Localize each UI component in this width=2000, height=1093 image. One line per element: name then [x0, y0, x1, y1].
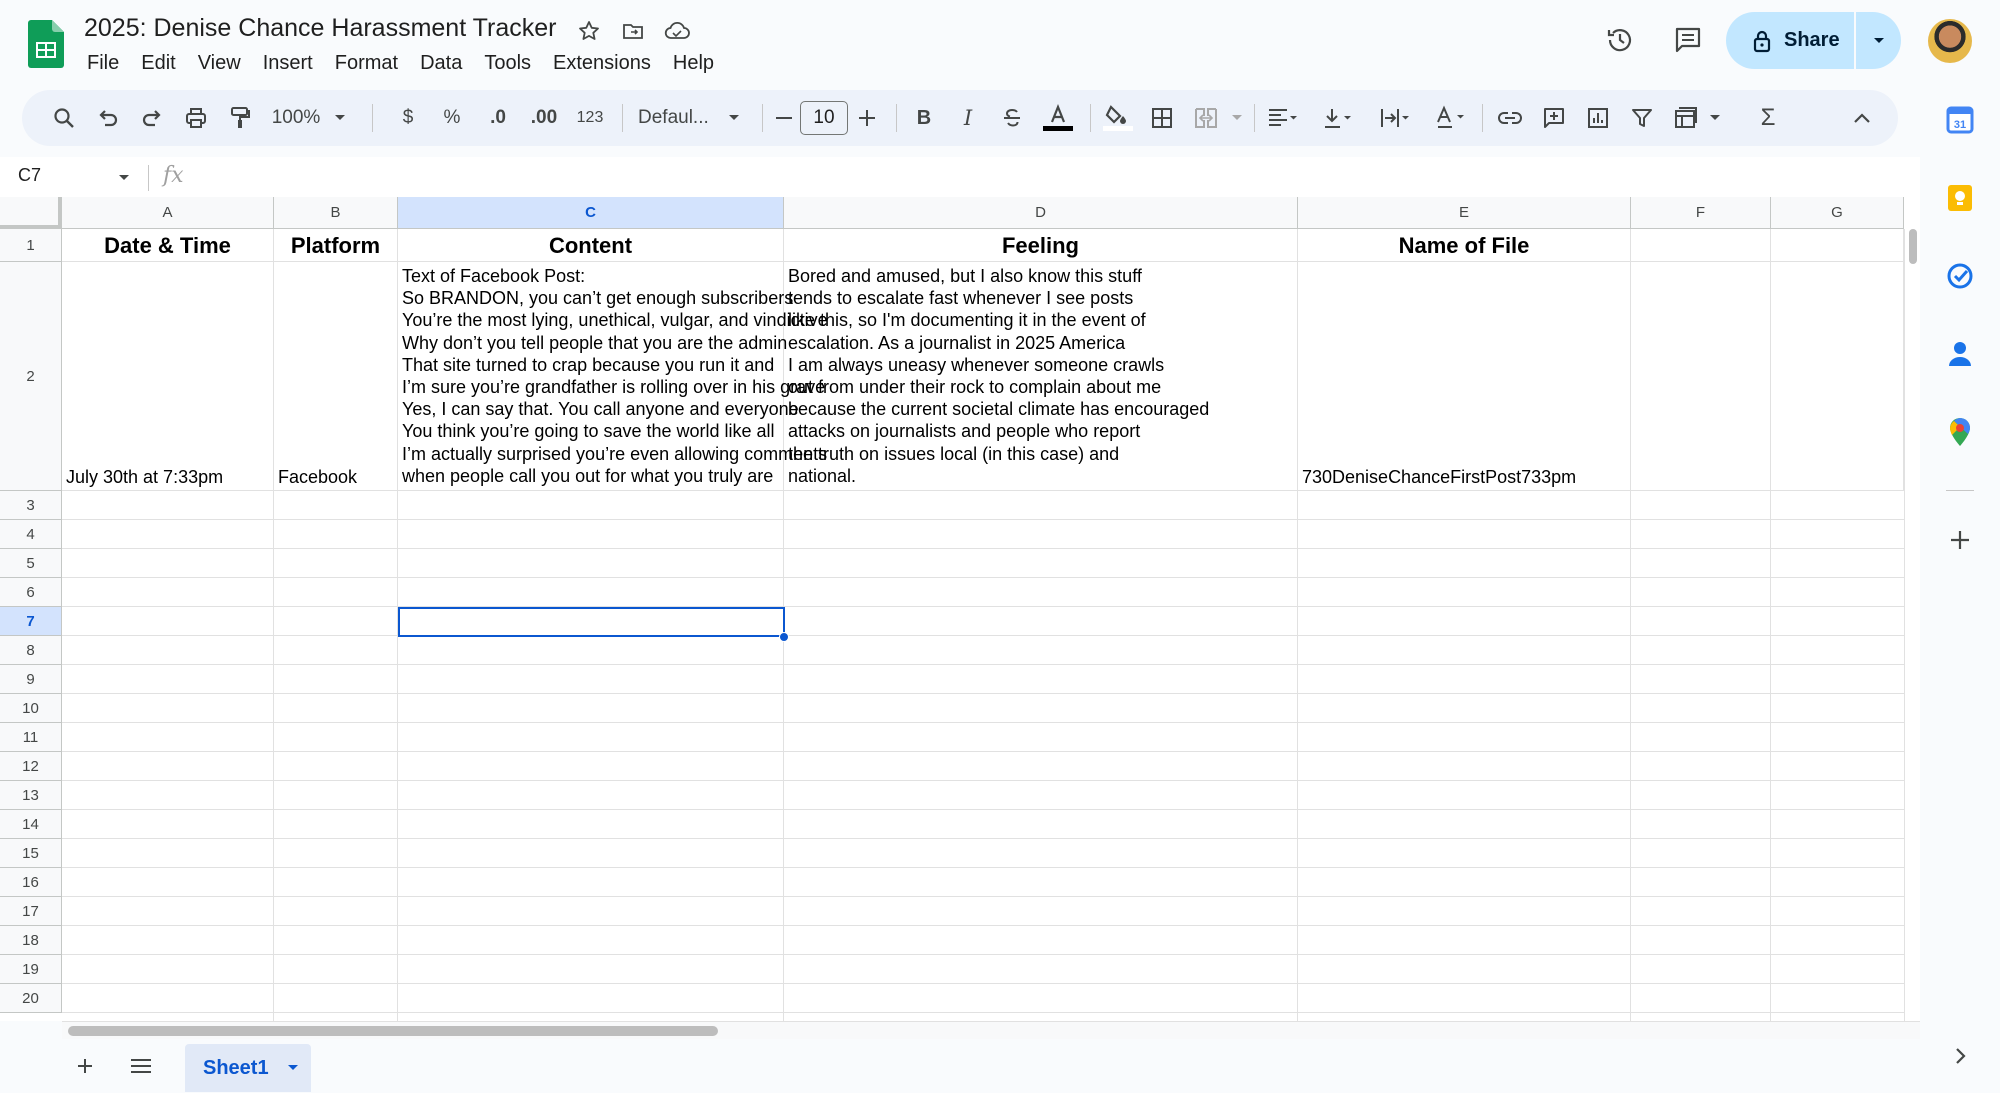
redo-icon[interactable]	[132, 90, 172, 146]
cell-g1[interactable]	[1771, 229, 1904, 262]
row-header-7[interactable]: 7	[0, 607, 62, 636]
menu-format[interactable]: Format	[334, 52, 399, 74]
row-header-16[interactable]: 16	[0, 868, 62, 897]
fill-color-icon[interactable]	[1098, 90, 1138, 146]
insert-comment-icon[interactable]	[1534, 90, 1574, 146]
zoom-select[interactable]: 100%	[271, 107, 321, 128]
column-header-g[interactable]: G	[1771, 197, 1904, 229]
toolbar-divider	[372, 104, 373, 132]
toolbar-divider	[896, 104, 897, 132]
cell-a1[interactable]: Date & Time	[62, 229, 274, 262]
sheet-bar	[0, 1039, 1920, 1093]
row-header-17[interactable]: 17	[0, 897, 62, 926]
text-color-icon[interactable]	[1038, 90, 1078, 146]
merge-dropdown-icon	[1228, 90, 1246, 146]
cell-d2[interactable]: Bored and amused, but I also know this stuff tends to escalate fast whenever I see posts like this, so I'm documenting it in the event of escalation. As a journalist in 2025 America I am always uneasy whenever someone crawls out from under their rock to complain about me because the current societal climate has encouraged attacks on journalists and people who report the truth on issues local (in this case) and national.	[784, 262, 1298, 491]
title-actions	[574, 16, 692, 46]
move-to-folder-icon[interactable]	[618, 16, 648, 46]
cell-f2[interactable]	[1631, 262, 1771, 491]
add-sheet-icon[interactable]	[70, 1051, 100, 1081]
keep-icon[interactable]	[1940, 178, 1980, 218]
merge-cells-icon	[1186, 90, 1226, 146]
collapse-toolbar-icon[interactable]	[1842, 90, 1882, 146]
cell-b1[interactable]: Platform	[274, 229, 398, 262]
increase-font-size-icon[interactable]	[852, 90, 882, 146]
column-header-e[interactable]: E	[1298, 197, 1631, 229]
cell-f1[interactable]	[1631, 229, 1771, 262]
menu-bar	[76, 50, 725, 77]
menu-tools[interactable]: Tools	[484, 52, 532, 74]
decrease-decimal-button[interactable]: .0	[490, 107, 506, 128]
svg-text:31: 31	[1953, 119, 1967, 131]
row-header-5[interactable]: 5	[0, 549, 62, 578]
cell-e2[interactable]: 730DeniseChanceFirstPost733pm	[1298, 262, 1631, 491]
cell-b2[interactable]: Facebook	[274, 262, 398, 491]
version-history-icon[interactable]	[1600, 20, 1640, 60]
share-label: Share	[1784, 29, 1840, 51]
menu-file[interactable]: File	[87, 52, 120, 74]
vertical-scrollbar[interactable]	[1904, 229, 1920, 1021]
cell-d1[interactable]: Feeling	[784, 229, 1298, 262]
caret-down-icon	[1872, 36, 1886, 46]
column-header-c[interactable]: C	[398, 197, 784, 229]
bold-icon[interactable]: B	[916, 106, 932, 129]
strikethrough-icon[interactable]	[994, 90, 1030, 146]
cell-e1[interactable]: Name of File	[1298, 229, 1631, 262]
zoom-dropdown-icon[interactable]	[328, 90, 352, 146]
row-header-20[interactable]: 20	[0, 984, 62, 1013]
row-header-6[interactable]: 6	[0, 578, 62, 607]
row-header-19[interactable]: 19	[0, 955, 62, 984]
row-header-15[interactable]: 15	[0, 839, 62, 868]
menu-edit[interactable]: Edit	[141, 52, 176, 74]
comments-icon[interactable]	[1668, 20, 1708, 60]
vertical-scrollbar-thumb[interactable]	[1909, 229, 1917, 264]
fill-handle[interactable]	[779, 632, 789, 642]
row-header-2[interactable]: 2	[0, 262, 62, 491]
share-options-button[interactable]	[1856, 12, 1901, 69]
decrease-font-size-icon[interactable]	[770, 90, 798, 146]
paint-format-icon[interactable]	[220, 90, 260, 146]
italic-icon[interactable]: I	[963, 106, 973, 130]
font-dropdown-icon[interactable]	[722, 90, 746, 146]
currency-format-button[interactable]: $	[402, 107, 414, 128]
toolbar-divider	[1254, 104, 1255, 132]
menu-extensions[interactable]: Extensions	[553, 52, 651, 74]
row-header-14[interactable]: 14	[0, 810, 62, 839]
share-button-group	[1726, 12, 1901, 69]
number-format-button[interactable]: 123	[576, 109, 604, 126]
row-header-10[interactable]: 10	[0, 694, 62, 723]
row-header-18[interactable]: 18	[0, 926, 62, 955]
filter-views-dropdown-icon[interactable]	[1706, 90, 1724, 146]
row-header-3[interactable]: 3	[0, 491, 62, 520]
select-all-corner[interactable]	[0, 197, 62, 229]
row-header-8[interactable]: 8	[0, 636, 62, 665]
cell-a2[interactable]: July 30th at 7:33pm	[62, 262, 274, 491]
column-header-a[interactable]: A	[62, 197, 274, 229]
name-box-dropdown-icon[interactable]	[118, 169, 130, 187]
cell-c2[interactable]: Text of Facebook Post: So BRANDON, you can’t get enough subscribers You’re the most lying, unethical, vulgar, and vindictive Why don’t you tell people that you are the admin That site turned to crap because you run it and I’m sure you’re grandfather is rolling over in his grave Yes, I can say that. You call anyone and everyone You think you’re going to save the world like all I’m actually surprised you’re even allowing comments when people call you out for what you truly are	[398, 262, 784, 491]
side-panel	[1920, 88, 2000, 1093]
sheet-tab-sheet1[interactable]	[185, 1044, 311, 1092]
filter-icon[interactable]	[1622, 90, 1662, 146]
column-header-d[interactable]: D	[784, 197, 1298, 229]
grid-lines	[62, 491, 1904, 1021]
cell-c1[interactable]: Content	[398, 229, 784, 262]
search-menus-icon[interactable]	[44, 90, 84, 146]
sheet-tab-label: Sheet1	[203, 1056, 269, 1079]
side-panel-divider	[1946, 490, 1974, 491]
row-header-4[interactable]: 4	[0, 520, 62, 549]
menu-data[interactable]: Data	[420, 52, 463, 74]
get-add-ons-icon[interactable]	[1940, 520, 1980, 560]
expand-side-panel-icon[interactable]	[1940, 1036, 1980, 1076]
toolbar-divider	[1090, 104, 1091, 132]
row-header-13[interactable]: 13	[0, 781, 62, 810]
share-button[interactable]	[1726, 12, 1856, 69]
insert-link-icon[interactable]	[1490, 90, 1530, 146]
formula-bar	[0, 157, 1920, 197]
insert-chart-icon[interactable]	[1578, 90, 1618, 146]
increase-decimal-button[interactable]: .00	[530, 107, 558, 128]
fx-icon: fx	[163, 163, 184, 188]
toolbar-divider	[1482, 104, 1483, 132]
formula-input[interactable]	[200, 165, 1900, 191]
menu-view[interactable]: View	[197, 52, 241, 74]
toolbar-divider	[762, 104, 763, 132]
sheet-tab-menu-icon[interactable]	[287, 1064, 299, 1072]
calendar-icon[interactable]	[1940, 100, 1980, 140]
formula-bar-divider	[148, 165, 149, 191]
spreadsheet-grid	[0, 197, 1920, 1021]
row-header-9[interactable]: 9	[0, 665, 62, 694]
undo-icon[interactable]	[88, 90, 128, 146]
borders-icon[interactable]	[1142, 90, 1182, 146]
filter-views-icon[interactable]	[1666, 90, 1706, 146]
text-wrapping-icon[interactable]	[1374, 90, 1414, 146]
row-header-1[interactable]: 1	[0, 229, 62, 262]
google-sheets-logo[interactable]	[28, 20, 64, 68]
tasks-icon[interactable]	[1940, 256, 1980, 296]
print-icon[interactable]	[176, 90, 216, 146]
all-sheets-icon[interactable]	[126, 1051, 156, 1081]
menu-help[interactable]: Help	[672, 52, 715, 74]
toolbar-divider	[622, 104, 623, 132]
percent-format-button[interactable]: %	[443, 107, 461, 128]
star-icon[interactable]	[574, 16, 604, 46]
functions-icon[interactable]: Σ	[1760, 104, 1776, 131]
contacts-icon[interactable]	[1940, 334, 1980, 374]
maps-icon[interactable]	[1940, 412, 1980, 452]
name-box[interactable]: C7	[18, 165, 42, 185]
font-select[interactable]: Defaul...	[638, 107, 709, 128]
vertical-align-icon[interactable]	[1318, 90, 1358, 146]
horizontal-scrollbar-thumb[interactable]	[68, 1026, 718, 1036]
horizontal-scrollbar[interactable]	[62, 1021, 1920, 1039]
column-header-f[interactable]: F	[1631, 197, 1771, 229]
cell-g2[interactable]	[1771, 262, 1904, 491]
avatar[interactable]	[1928, 19, 1972, 63]
cloud-status-icon[interactable]	[662, 16, 692, 46]
app-header	[0, 0, 1920, 88]
text-rotation-icon[interactable]	[1430, 90, 1470, 146]
horizontal-align-icon[interactable]	[1262, 90, 1302, 146]
column-header-b[interactable]: B	[274, 197, 398, 229]
row-header-11[interactable]: 11	[0, 723, 62, 752]
document-title[interactable]: 2025: Denise Chance Harassment Tracker	[84, 14, 557, 42]
row-header-12[interactable]: 12	[0, 752, 62, 781]
lock-icon	[1752, 29, 1772, 53]
menu-insert[interactable]: Insert	[262, 52, 313, 74]
font-size-input[interactable]: 10	[800, 101, 848, 135]
toolbar	[22, 90, 1898, 146]
